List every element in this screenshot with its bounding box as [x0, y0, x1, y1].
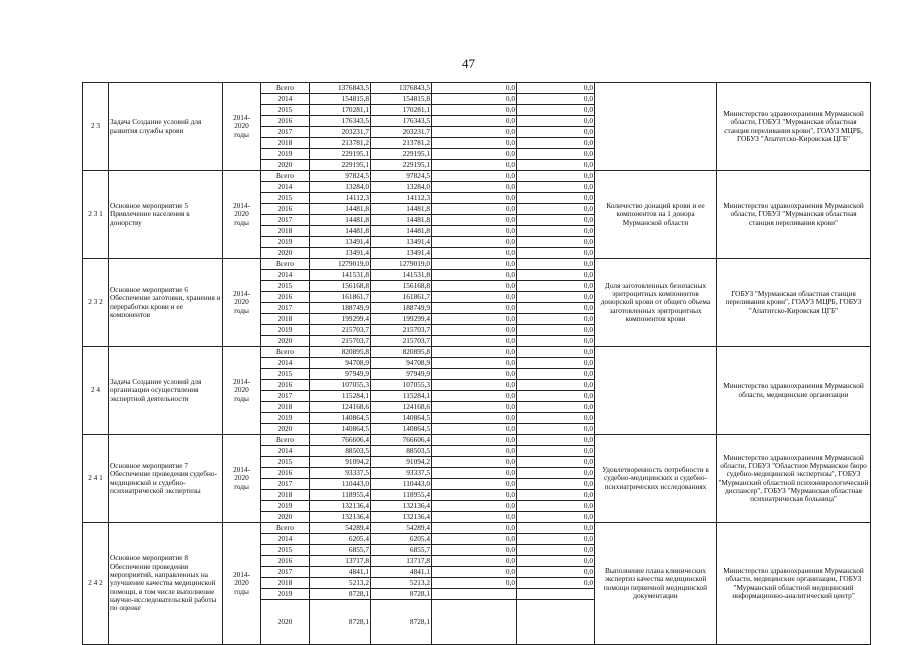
row-indicator [595, 347, 717, 435]
value-cell: 820895,8 [310, 347, 371, 358]
table-row [83, 259, 871, 270]
row-name: Основное мероприятие 6 Обеспечение заготовки, хранения и переработки крови и ее компонентов [109, 259, 223, 347]
value-cell: 140864,5 [310, 413, 371, 424]
value-cell: 107055,3 [371, 380, 432, 391]
value-cell: 6205,4 [371, 534, 432, 545]
year-cell: Всего [261, 171, 310, 182]
value-cell: 93337,5 [310, 468, 371, 479]
value-cell: 4841,1 [310, 567, 371, 578]
value-cell: 54289,4 [310, 523, 371, 534]
value-cell: 0,0 [432, 314, 517, 325]
value-cell: 0,0 [432, 83, 517, 94]
value-cell: 0,0 [432, 281, 517, 292]
value-cell: 0,0 [517, 457, 595, 468]
value-cell: 229195,1 [371, 149, 432, 160]
value-cell: 0,0 [432, 237, 517, 248]
value-cell: 13284,0 [371, 182, 432, 193]
value-cell: 0,0 [432, 534, 517, 545]
year-cell: Всего [261, 523, 310, 534]
year-cell: 2019 [261, 413, 310, 424]
value-cell: 0,0 [517, 215, 595, 226]
value-cell: 0,0 [432, 435, 517, 446]
year-cell: 2016 [261, 292, 310, 303]
value-cell: 215703,7 [371, 325, 432, 336]
row-indicator: Доля заготовленных безопасных эритроцитных компонентов донорской крови от общего объема заготовленных эритроцитных компонентов крови [595, 259, 717, 347]
year-cell: 2018 [261, 578, 310, 589]
value-cell: 0,0 [517, 303, 595, 314]
value-cell: 0,0 [517, 435, 595, 446]
year-cell: 2014 [261, 446, 310, 457]
year-cell: 2016 [261, 380, 310, 391]
year-cell: 2016 [261, 204, 310, 215]
value-cell: 13284,0 [310, 182, 371, 193]
value-cell: 88503,5 [371, 446, 432, 457]
row-period: 2014- 2020 годы [223, 83, 261, 171]
value-cell: 0,0 [517, 204, 595, 215]
value-cell: 0,0 [432, 479, 517, 490]
year-cell: 2020 [261, 160, 310, 171]
year-cell: 2020 [261, 512, 310, 523]
row-indicator: Выполнение плана клинических экспертиз качества медицинской помощи первичной медицинской документации [595, 523, 717, 645]
value-cell: 0,0 [432, 171, 517, 182]
value-cell: 199299,4 [371, 314, 432, 325]
value-cell: 13491,4 [310, 237, 371, 248]
year-cell: 2017 [261, 127, 310, 138]
value-cell: 0,0 [517, 490, 595, 501]
program-table [82, 82, 871, 645]
value-cell: 0,0 [432, 391, 517, 402]
value-cell: 91094,2 [371, 457, 432, 468]
value-cell: 170281,1 [371, 105, 432, 116]
value-cell: 14112,3 [371, 193, 432, 204]
value-cell: 118955,4 [371, 490, 432, 501]
value-cell: 0,0 [517, 248, 595, 259]
value-cell: 8728,1 [310, 600, 371, 645]
value-cell: 110443,0 [371, 479, 432, 490]
value-cell: 0,0 [432, 512, 517, 523]
value-cell: 0,0 [517, 94, 595, 105]
value-cell: 0,0 [517, 479, 595, 490]
row-period: 2014- 2020 годы [223, 259, 261, 347]
row-executor: Министерство здравоохранения Мурманской области, ГОБУЗ "Областное Мурманское бюро судебно-медицинской экспертизы", ГОБУЗ "Мурманский областной психоневрологический диспансер", ГОБУЗ "Мурманская областная психиатрическая больница" [717, 435, 871, 523]
year-cell: 2020 [261, 600, 310, 645]
row-name: Основное мероприятие 8 Обеспечение проведения мероприятий, направленных на улучшение качества медицинской помощи, в том числе выполнение научно-исследовательской работы по оценке [109, 523, 223, 645]
value-cell: 1376843,5 [371, 83, 432, 94]
value-cell: 0,0 [432, 182, 517, 193]
table-row [83, 83, 871, 94]
value-cell: 0,0 [432, 292, 517, 303]
value-cell: 97949,9 [310, 369, 371, 380]
year-cell: 2014 [261, 94, 310, 105]
value-cell: 176343,5 [310, 116, 371, 127]
value-cell: 97949,9 [371, 369, 432, 380]
value-cell: 229195,1 [371, 160, 432, 171]
table-row [83, 435, 871, 446]
value-cell: 0,0 [517, 512, 595, 523]
value-cell: 0,0 [517, 138, 595, 149]
value-cell: 215703,7 [310, 336, 371, 347]
table-row [83, 523, 871, 534]
value-cell: 0,0 [432, 567, 517, 578]
value-cell: 0,0 [432, 303, 517, 314]
value-cell: 0,0 [432, 94, 517, 105]
value-cell: 14481,8 [371, 215, 432, 226]
value-cell: 91094,2 [310, 457, 371, 468]
value-cell: 766606,4 [371, 435, 432, 446]
value-cell: 124168,6 [310, 402, 371, 413]
value-cell: 0,0 [517, 83, 595, 94]
value-cell: 0,0 [517, 380, 595, 391]
value-cell: 14481,8 [310, 204, 371, 215]
value-cell: 0,0 [517, 182, 595, 193]
value-cell: 13491,4 [310, 248, 371, 259]
value-cell: 0,0 [432, 424, 517, 435]
row-executor: ГОБУЗ "Мурманская областная станция переливания крови", ГОАУЗ МЦРБ, ГОБУЗ "Апатитско-Кировская ЦГБ" [717, 259, 871, 347]
value-cell: 0,0 [517, 446, 595, 457]
year-cell: 2015 [261, 281, 310, 292]
value-cell: 229195,1 [310, 160, 371, 171]
page-number: 47 [462, 56, 475, 71]
row-code: 2 4 1 [83, 435, 109, 523]
value-cell: 14481,8 [310, 226, 371, 237]
value-cell: 13717,8 [371, 556, 432, 567]
value-cell: 199299,4 [310, 314, 371, 325]
value-cell: 140864,5 [371, 424, 432, 435]
value-cell: 140864,5 [310, 424, 371, 435]
value-cell: 0,0 [517, 545, 595, 556]
value-cell: 229195,1 [310, 149, 371, 160]
value-cell: 0,0 [432, 259, 517, 270]
value-cell: 0,0 [517, 413, 595, 424]
value-cell: 0,0 [517, 347, 595, 358]
value-cell: 1279019,0 [371, 259, 432, 270]
value-cell: 0,0 [432, 501, 517, 512]
value-cell: 0,0 [517, 149, 595, 160]
year-cell: 2017 [261, 391, 310, 402]
value-cell: 0,0 [517, 160, 595, 171]
row-name: Основное мероприятие 7 Обеспечение проведения судебно-медицинской и судебно-психиатрической экспертизы [109, 435, 223, 523]
year-cell: 2019 [261, 237, 310, 248]
value-cell: 154815,8 [310, 94, 371, 105]
value-cell: 13491,4 [371, 237, 432, 248]
value-cell: 0,0 [432, 204, 517, 215]
value-cell: 203231,7 [310, 127, 371, 138]
value-cell: 0,0 [432, 336, 517, 347]
value-cell: 93337,5 [371, 468, 432, 479]
year-cell: 2017 [261, 215, 310, 226]
value-cell: 0,0 [432, 545, 517, 556]
row-indicator: Количество донаций крови и ее компонентов на 1 донора Мурманской области [595, 171, 717, 259]
year-cell: 2018 [261, 490, 310, 501]
value-cell: 0,0 [432, 325, 517, 336]
value-cell: 0,0 [517, 105, 595, 116]
value-cell: 132136,4 [310, 512, 371, 523]
value-cell: 141531,8 [310, 270, 371, 281]
value-cell: 0,0 [517, 556, 595, 567]
value-cell: 0,0 [517, 523, 595, 534]
year-cell: 2014 [261, 358, 310, 369]
row-indicator: Удовлетворенность потребности в судебно-медицинских и судебно-психиатрических исследованиях [595, 435, 717, 523]
value-cell: 6855,7 [310, 545, 371, 556]
value-cell: 0,0 [432, 347, 517, 358]
year-cell: 2019 [261, 325, 310, 336]
row-indicator [595, 83, 717, 171]
row-name: Основное мероприятие 5 Привлечение населения к донорству [109, 171, 223, 259]
year-cell: Всего [261, 83, 310, 94]
value-cell: 203231,7 [371, 127, 432, 138]
value-cell: 0,0 [432, 490, 517, 501]
value-cell: 0,0 [432, 127, 517, 138]
value-cell: 0,0 [517, 237, 595, 248]
value-cell: 0,0 [517, 578, 595, 589]
year-cell: 2015 [261, 545, 310, 556]
value-cell: 54289,4 [371, 523, 432, 534]
value-cell: 0,0 [517, 424, 595, 435]
value-cell: 118955,4 [310, 490, 371, 501]
value-cell: 0,0 [517, 501, 595, 512]
value-cell: 107055,3 [310, 380, 371, 391]
row-name: Задача Создание условий для организации осуществления экспертной деятельности [109, 347, 223, 435]
value-cell: 0,0 [432, 160, 517, 171]
value-cell: 8728,1 [310, 589, 371, 600]
value-cell [517, 589, 595, 600]
value-cell: 215703,7 [310, 325, 371, 336]
value-cell: 0,0 [517, 270, 595, 281]
value-cell: 161861,7 [371, 292, 432, 303]
value-cell: 156168,8 [310, 281, 371, 292]
year-cell: 2017 [261, 479, 310, 490]
value-cell: 8728,1 [371, 600, 432, 645]
value-cell: 0,0 [517, 567, 595, 578]
value-cell: 0,0 [517, 193, 595, 204]
row-code: 2 3 [83, 83, 109, 171]
row-executor: Министерство здравоохранения Мурманской области, ГОБУЗ "Мурманская областная станция переливания крови" [717, 171, 871, 259]
program-table-body [83, 83, 871, 645]
row-name: Задача Создание условий для развития службы крови [109, 83, 223, 171]
value-cell: 14481,8 [310, 215, 371, 226]
value-cell: 0,0 [517, 116, 595, 127]
row-code: 2 4 [83, 347, 109, 435]
value-cell: 0,0 [432, 215, 517, 226]
year-cell: 2019 [261, 149, 310, 160]
value-cell: 1376843,5 [310, 83, 371, 94]
value-cell: 0,0 [432, 226, 517, 237]
value-cell: 0,0 [432, 369, 517, 380]
value-cell: 94708,9 [371, 358, 432, 369]
value-cell: 6205,4 [310, 534, 371, 545]
value-cell: 14481,8 [371, 226, 432, 237]
year-cell: 2014 [261, 182, 310, 193]
year-cell: 2016 [261, 468, 310, 479]
year-cell: Всего [261, 435, 310, 446]
value-cell: 0,0 [432, 457, 517, 468]
value-cell: 0,0 [517, 314, 595, 325]
value-cell [432, 589, 517, 600]
value-cell: 0,0 [432, 380, 517, 391]
value-cell: 0,0 [517, 402, 595, 413]
value-cell: 766606,4 [310, 435, 371, 446]
value-cell: 14112,3 [310, 193, 371, 204]
value-cell: 0,0 [432, 116, 517, 127]
year-cell: 2020 [261, 336, 310, 347]
year-cell: 2019 [261, 589, 310, 600]
value-cell: 8728,1 [371, 589, 432, 600]
year-cell: 2015 [261, 193, 310, 204]
value-cell: 0,0 [432, 523, 517, 534]
year-cell: 2015 [261, 369, 310, 380]
value-cell: 0,0 [517, 127, 595, 138]
value-cell: 820895,8 [371, 347, 432, 358]
row-executor: Министерство здравоохранения Мурманской области, ГОБУЗ "Мурманская областная станция переливания крови", ГОАУЗ МЦРБ, ГОБУЗ "Апатитско-Кировская ЦГБ" [717, 83, 871, 171]
value-cell: 97824,5 [371, 171, 432, 182]
value-cell: 4841,1 [371, 567, 432, 578]
value-cell: 5213,2 [310, 578, 371, 589]
value-cell: 0,0 [517, 369, 595, 380]
value-cell [432, 600, 517, 645]
value-cell: 0,0 [517, 468, 595, 479]
value-cell: 88503,5 [310, 446, 371, 457]
year-cell: 2018 [261, 138, 310, 149]
year-cell: Всего [261, 259, 310, 270]
row-executor: Министерство здравоохранения Мурманской области, медицинские организации, ГОБУЗ "Мурманский областной медицинский информационно-аналитический центр" [717, 523, 871, 645]
year-cell: 2018 [261, 226, 310, 237]
year-cell: 2014 [261, 534, 310, 545]
value-cell: 188749,9 [310, 303, 371, 314]
row-code: 2 3 2 [83, 259, 109, 347]
value-cell: 110443,0 [310, 479, 371, 490]
row-code: 2 4 2 [83, 523, 109, 645]
year-cell: 2016 [261, 116, 310, 127]
row-period: 2014- 2020 годы [223, 523, 261, 645]
value-cell: 154815,8 [371, 94, 432, 105]
value-cell: 0,0 [432, 556, 517, 567]
value-cell: 0,0 [432, 138, 517, 149]
value-cell: 0,0 [432, 149, 517, 160]
value-cell: 0,0 [432, 105, 517, 116]
value-cell: 5213,2 [371, 578, 432, 589]
row-period: 2014- 2020 годы [223, 347, 261, 435]
value-cell: 140864,5 [371, 413, 432, 424]
value-cell: 115284,1 [310, 391, 371, 402]
value-cell [517, 600, 595, 645]
value-cell: 13491,4 [371, 248, 432, 259]
value-cell: 213781,2 [371, 138, 432, 149]
year-cell: 2016 [261, 556, 310, 567]
value-cell: 0,0 [517, 534, 595, 545]
value-cell: 0,0 [517, 292, 595, 303]
value-cell: 132136,4 [310, 501, 371, 512]
value-cell: 13717,8 [310, 556, 371, 567]
table-row [83, 347, 871, 358]
value-cell: 0,0 [432, 248, 517, 259]
year-cell: Всего [261, 347, 310, 358]
row-period: 2014- 2020 годы [223, 435, 261, 523]
value-cell: 97824,5 [310, 171, 371, 182]
value-cell: 124168,6 [371, 402, 432, 413]
value-cell: 0,0 [432, 413, 517, 424]
value-cell: 115284,1 [371, 391, 432, 402]
year-cell: 2015 [261, 105, 310, 116]
value-cell: 0,0 [432, 270, 517, 281]
row-period: 2014- 2020 годы [223, 171, 261, 259]
value-cell: 213781,2 [310, 138, 371, 149]
row-code: 2 3 1 [83, 171, 109, 259]
value-cell: 1279019,0 [310, 259, 371, 270]
value-cell: 0,0 [517, 281, 595, 292]
value-cell: 215703,7 [371, 336, 432, 347]
value-cell: 0,0 [517, 336, 595, 347]
value-cell: 141531,8 [371, 270, 432, 281]
year-cell: 2019 [261, 501, 310, 512]
year-cell: 2017 [261, 567, 310, 578]
table-row [83, 171, 871, 182]
value-cell: 0,0 [432, 358, 517, 369]
value-cell: 0,0 [517, 325, 595, 336]
value-cell: 94708,9 [310, 358, 371, 369]
value-cell: 0,0 [432, 578, 517, 589]
value-cell: 0,0 [517, 226, 595, 237]
value-cell: 0,0 [517, 171, 595, 182]
year-cell: 2018 [261, 402, 310, 413]
value-cell: 161861,7 [310, 292, 371, 303]
value-cell: 14481,8 [371, 204, 432, 215]
value-cell: 6855,7 [371, 545, 432, 556]
value-cell: 176343,5 [371, 116, 432, 127]
value-cell: 0,0 [517, 358, 595, 369]
row-executor: Министерство здравоохранения Мурманской области, медицинские организации [717, 347, 871, 435]
value-cell: 170281,1 [310, 105, 371, 116]
value-cell: 0,0 [432, 193, 517, 204]
year-cell: 2014 [261, 270, 310, 281]
value-cell: 0,0 [517, 391, 595, 402]
value-cell: 132136,4 [371, 512, 432, 523]
value-cell: 0,0 [432, 446, 517, 457]
value-cell: 132136,4 [371, 501, 432, 512]
value-cell: 188749,9 [371, 303, 432, 314]
year-cell: 2020 [261, 248, 310, 259]
value-cell: 0,0 [432, 402, 517, 413]
value-cell: 0,0 [517, 259, 595, 270]
year-cell: 2015 [261, 457, 310, 468]
year-cell: 2017 [261, 303, 310, 314]
year-cell: 2020 [261, 424, 310, 435]
value-cell: 156168,8 [371, 281, 432, 292]
value-cell: 0,0 [432, 468, 517, 479]
year-cell: 2018 [261, 314, 310, 325]
